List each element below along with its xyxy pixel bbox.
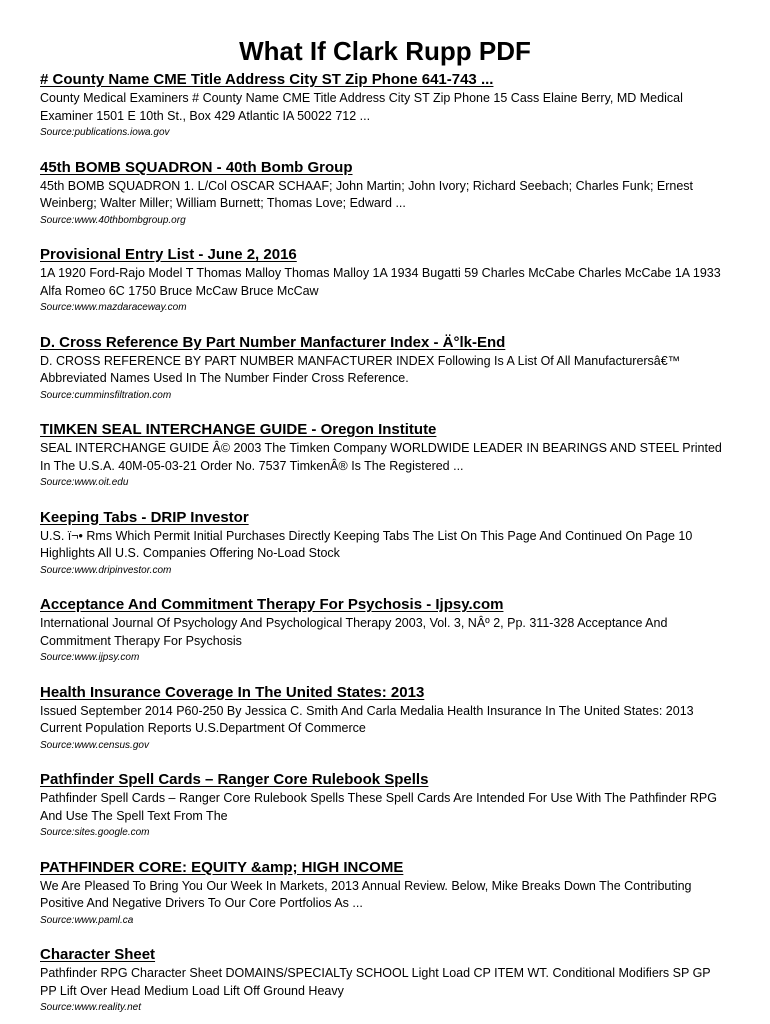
result-source: Source:sites.google.com: [40, 827, 150, 838]
result-source: Source:publications.iowa.gov: [40, 127, 170, 138]
result-title-link[interactable]: Keeping Tabs - DRIP Investor: [40, 508, 249, 526]
result-title-link[interactable]: Acceptance And Commitment Therapy For Psychosis - Ijpsy.com: [40, 596, 504, 613]
result-title-link[interactable]: # County Name CME Title Address City ST Zip Phone 641-743 ...: [40, 71, 494, 88]
result-title-link[interactable]: Health Insurance Coverage In The United States: 2013: [40, 683, 425, 701]
result-item: [40, 683, 730, 753]
result-snippet: 45th BOMB SQUADRON 1. L/Col OSCAR SCHAAF; John Martin; John Ivory; Richard Seebach; Charles Funk; Ernest Weinberg; Walter Miller; William Burnett; Thomas Love; Edward ...: [40, 178, 694, 210]
result-snippet: U.S. ï¬• Rms Which Permit Initial Purchases Directly Keeping Tabs The List On This Page And Continued On Page 10 Highlights All U.S. Companies Offering No-Load Stock: [40, 528, 693, 560]
result-source: Source:www.census.gov: [40, 739, 149, 751]
result-snippet: Issued September 2014 P60-250 By Jessica C. Smith And Carla Medalia Health Insurance In The United States: 2013 Current Population Reports U.S.Department Of Commerce: [40, 703, 694, 735]
results-list: [40, 70, 730, 1015]
result-source: Source:www.oit.edu: [40, 477, 129, 488]
result-title-link[interactable]: D. Cross Reference By Part Number Manfacturer Index - Ä°lk-End: [40, 333, 506, 351]
page-title: What If Clark Rupp PDF: [239, 36, 531, 66]
result-snippet: Pathfinder Spell Cards – Ranger Core Rulebook Spells These Spell Cards Are Intended For Use With The Pathfinder RPG And Use The Spell Text From The: [40, 791, 717, 823]
result-snippet: D. CROSS REFERENCE BY PART NUMBER MANFACTURER INDEX Following Is A List Of All Manufacturersâ€™ Abbreviated Names Used In The Number Finder Cross Reference.: [40, 353, 681, 385]
result-item: [40, 70, 730, 140]
result-item: [40, 595, 730, 665]
result-snippet: County Medical Examiners # County Name CME Title Address City ST Zip Phone 15 Cass Elaine Berry, MD Medical Examiner 1501 E 10th St., Box 429 Atlantic IA 50022 712 ...: [40, 91, 683, 123]
result-source: Source:www.40thbombgroup.org: [40, 214, 186, 226]
result-item: [40, 158, 730, 228]
result-snippet: SEAL INTERCHANGE GUIDE Â© 2003 The Timken Company WORLDWIDE LEADER IN BEARINGS AND STEEL Printed In The U.S.A. 40M-05-03-21 Order No. 7537 TimkenÂ® Is The Registered ...: [40, 441, 722, 473]
result-title-link[interactable]: TIMKEN SEAL INTERCHANGE GUIDE - Oregon Institute: [40, 421, 437, 438]
result-snippet: We Are Pleased To Bring You Our Week In Markets, 2013 Annual Review. Below, Mike Breaks Down The Contributing Positive And Negative Drivers To Our Core Portfolios As ...: [40, 878, 692, 910]
result-title-link[interactable]: Character Sheet: [40, 946, 156, 963]
result-source: Source:www.ijpsy.com: [40, 652, 140, 663]
result-source: Source:www.reality.net: [40, 1002, 141, 1013]
result-item: [40, 245, 730, 315]
result-source: Source:www.mazdaraceway.com: [40, 302, 187, 313]
result-title-link[interactable]: 45th BOMB SQUADRON - 40th Bomb Group: [40, 158, 353, 176]
result-title-link[interactable]: Provisional Entry List - June 2, 2016: [40, 246, 297, 263]
result-source: Source:cumminsfiltration.com: [40, 389, 172, 401]
result-item: [40, 945, 730, 1015]
result-item: [40, 858, 730, 928]
result-item: [40, 770, 730, 840]
result-item: [40, 508, 730, 578]
result-snippet: Pathfinder RPG Character Sheet DOMAINS/SPECIALTy SCHOOL Light Load CP ITEM WT. Conditional Modifiers SP GP PP Lift Over Head Medium Load Lift Off Ground Heavy: [40, 966, 711, 998]
result-item: [40, 333, 730, 403]
result-title-link[interactable]: PATHFINDER CORE: EQUITY &amp; HIGH INCOME: [40, 858, 404, 876]
result-snippet: International Journal Of Psychology And Psychological Therapy 2003, Vol. 3, NÂº 2, Pp. 311-328 Acceptance And Commitment Therapy For Psychosis: [40, 616, 668, 648]
result-title-link[interactable]: Pathfinder Spell Cards – Ranger Core Rulebook Spells: [40, 771, 429, 788]
result-source: Source:www.paml.ca: [40, 914, 134, 926]
result-snippet: 1A 1920 Ford-Rajo Model T Thomas Malloy Thomas Malloy 1A 1934 Bugatti 59 Charles McCabe Charles McCabe 1A 1933 Alfa Romeo 6C 1750 Bruce McCaw Bruce McCaw: [40, 266, 721, 298]
result-item: [40, 420, 730, 490]
result-source: Source:www.dripinvestor.com: [40, 564, 172, 576]
